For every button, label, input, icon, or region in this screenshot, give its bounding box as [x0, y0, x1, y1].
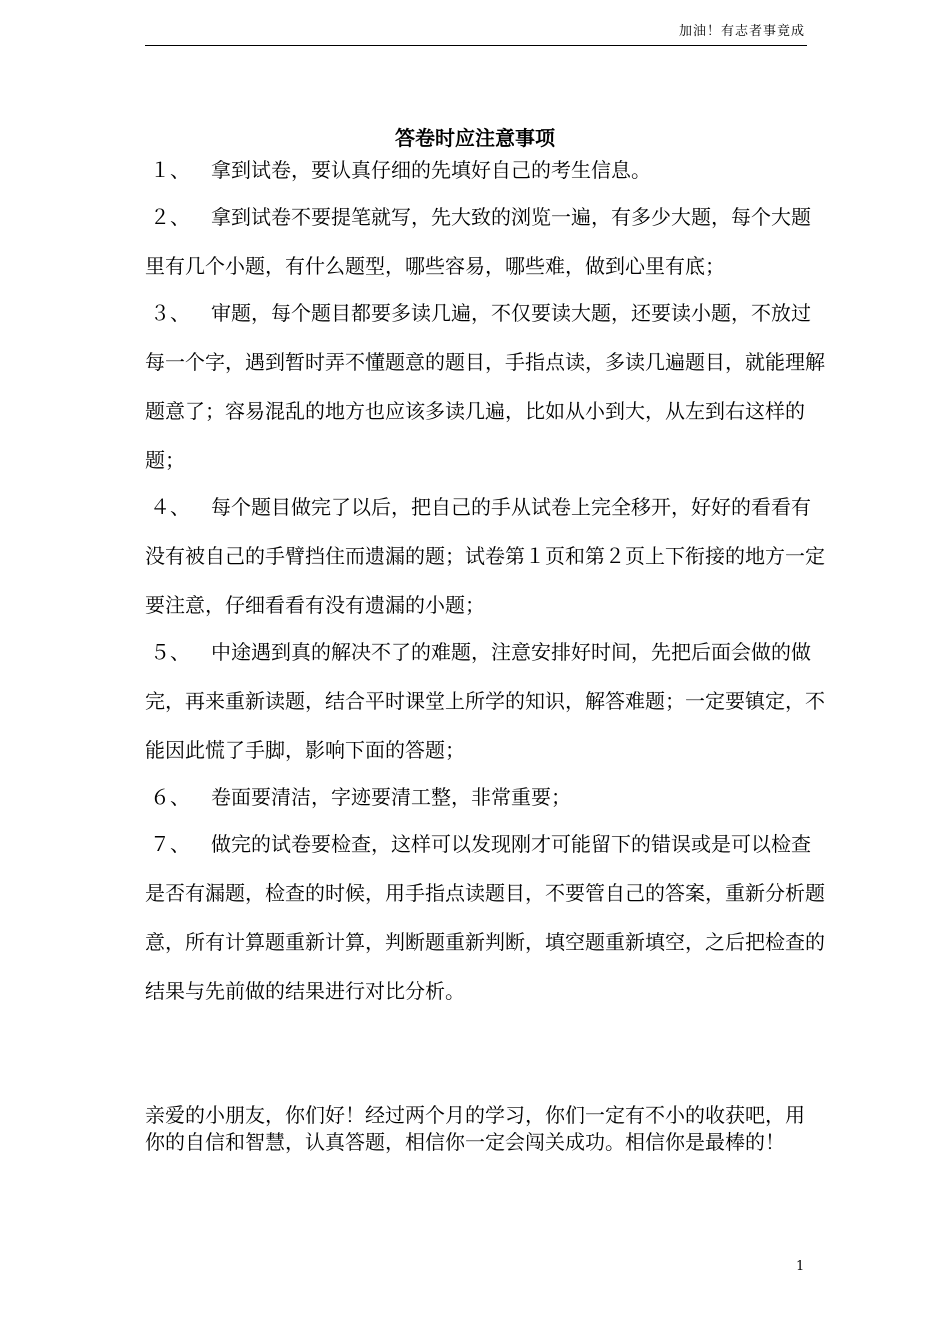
notice-item-3: [145, 289, 825, 485]
notice-item-2: [145, 193, 825, 291]
item-text: 拿到试卷，要认真仔细的先填好自己的考生信息。: [211, 158, 651, 182]
notice-item-4: [145, 483, 825, 630]
item-number: ５、: [150, 640, 190, 664]
item-text: 中途遇到真的解决不了的难题，注意安排好时间，先把后面会做的做完，再来重新读题，结合平时课堂上所学的知识，解答难题；一定要镇定，不能因此慌了手脚，影响下面的答题；: [145, 640, 825, 762]
closing-message: 亲爱的小朋友，你们好！经过两个月的学习，你们一定有不小的收获吧，用你的自信和智慧，认真答题，相信你一定会闯关成功。相信你是最棒的！: [145, 1103, 805, 1154]
header-rule: [145, 45, 807, 46]
item-number: １、: [150, 158, 190, 182]
notice-item-1: [145, 146, 825, 195]
notice-item-5: [145, 628, 825, 775]
item-text: 做完的试卷要检查，这样可以发现刚才可能留下的错误或是可以检查是否有漏题，检查的时候，用手指点读题目，不要管自己的答案，重新分析题意，所有计算题重新计算，判断题重新判断，填空题重新填空，之后把检查的结果与先前做的结果进行对比分析。: [145, 832, 825, 1003]
item-text: 每个题目做完了以后，把自己的手从试卷上完全移开，好好的看看有没有被自己的手臂挡住而遗漏的题；试卷第１页和第２页上下衔接的地方一定要注意，仔细看看有没有遗漏的小题；: [145, 495, 825, 617]
item-number: ３、: [150, 301, 190, 325]
item-text: 拿到试卷不要提笔就写，先大致的浏览一遍，有多少大题，每个大题里有几个小题，有什么题型，哪些容易，哪些难，做到心里有底；: [145, 205, 811, 278]
item-text: 审题，每个题目都要多读几遍，不仅要读大题，还要读小题，不放过每一个字，遇到暂时弄不懂题意的题目，手指点读，多读几遍题目，就能理解题意了；容易混乱的地方也应该多读几遍，比如从小到大，从左到右这样的题；: [145, 301, 825, 472]
item-number: ２、: [150, 205, 190, 229]
item-number: ７、: [150, 832, 190, 856]
running-header: 加油！有志者事竟成: [678, 24, 805, 39]
item-number: ４、: [150, 495, 190, 519]
notice-item-7: [145, 820, 825, 1016]
document-title: 答卷时应注意事项: [395, 126, 555, 150]
item-text: 卷面要清洁，字迹要清工整，非常重要；: [211, 785, 571, 809]
page-number: 1: [796, 1259, 805, 1274]
notice-item-6: [145, 773, 825, 822]
notice-list: [145, 146, 825, 1016]
item-number: ６、: [150, 785, 190, 809]
